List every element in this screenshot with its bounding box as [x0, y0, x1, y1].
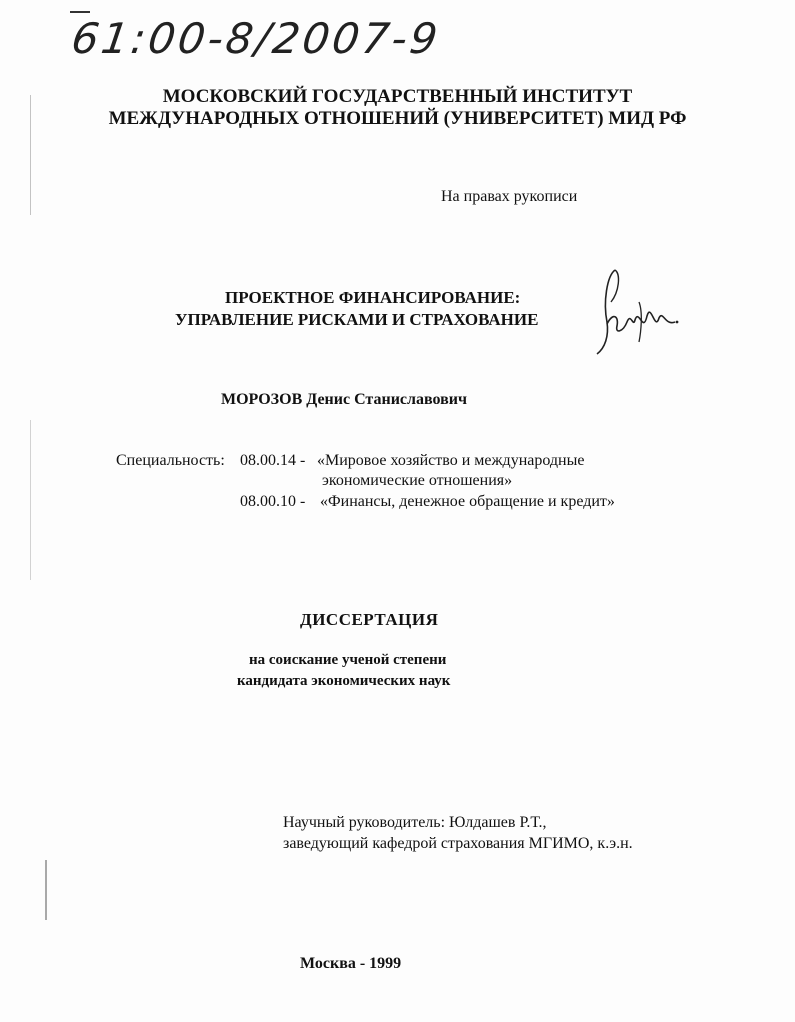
title-line1: ПРОЕКТНОЕ ФИНАНСИРОВАНИЕ:: [225, 288, 521, 307]
document-type: ДИССЕРТАЦИЯ: [300, 610, 439, 629]
specialty-code-2: 08.00.10 -: [240, 493, 306, 510]
specialty-name-1a: «Мировое хозяйство и международные: [317, 452, 585, 469]
supervisor-line1: Научный руководитель: Юлдашев Р.Т.,: [283, 814, 547, 831]
specialty-code-1: 08.00.14 -: [240, 452, 306, 469]
institution-line1: МОСКОВСКИЙ ГОСУДАРСТВЕННЫЙ ИНСТИТУТ: [162, 86, 633, 107]
scan-edge-mark: [45, 860, 47, 920]
scan-edge-mark: [30, 420, 31, 580]
degree-line2: кандидата экономических наук: [237, 673, 451, 689]
author-name: МОРОЗОВ Денис Станиславович: [221, 391, 468, 408]
place-year: Москва - 1999: [300, 955, 402, 972]
degree-line1: на соискание ученой степени: [249, 652, 447, 668]
manuscript-note: На правах рукописи: [441, 188, 578, 205]
archive-number: 61:00-8/2007-9: [68, 14, 444, 63]
signature-image: [585, 262, 685, 358]
specialty-name-2: «Финансы, денежное обращение и кредит»: [320, 493, 615, 510]
institution-line2: МЕЖДУНАРОДНЫХ ОТНОШЕНИЙ (УНИВЕРСИТЕТ) МИД РФ: [108, 108, 687, 129]
specialty-label: Специальность:: [116, 452, 225, 469]
supervisor-line2: заведующий кафедрой страхования МГИМО, к.э.н.: [283, 835, 633, 852]
title-line2: УПРАВЛЕНИЕ РИСКАМИ И СТРАХОВАНИЕ: [175, 310, 539, 329]
specialty-name-1b: экономические отношения»: [322, 472, 513, 489]
